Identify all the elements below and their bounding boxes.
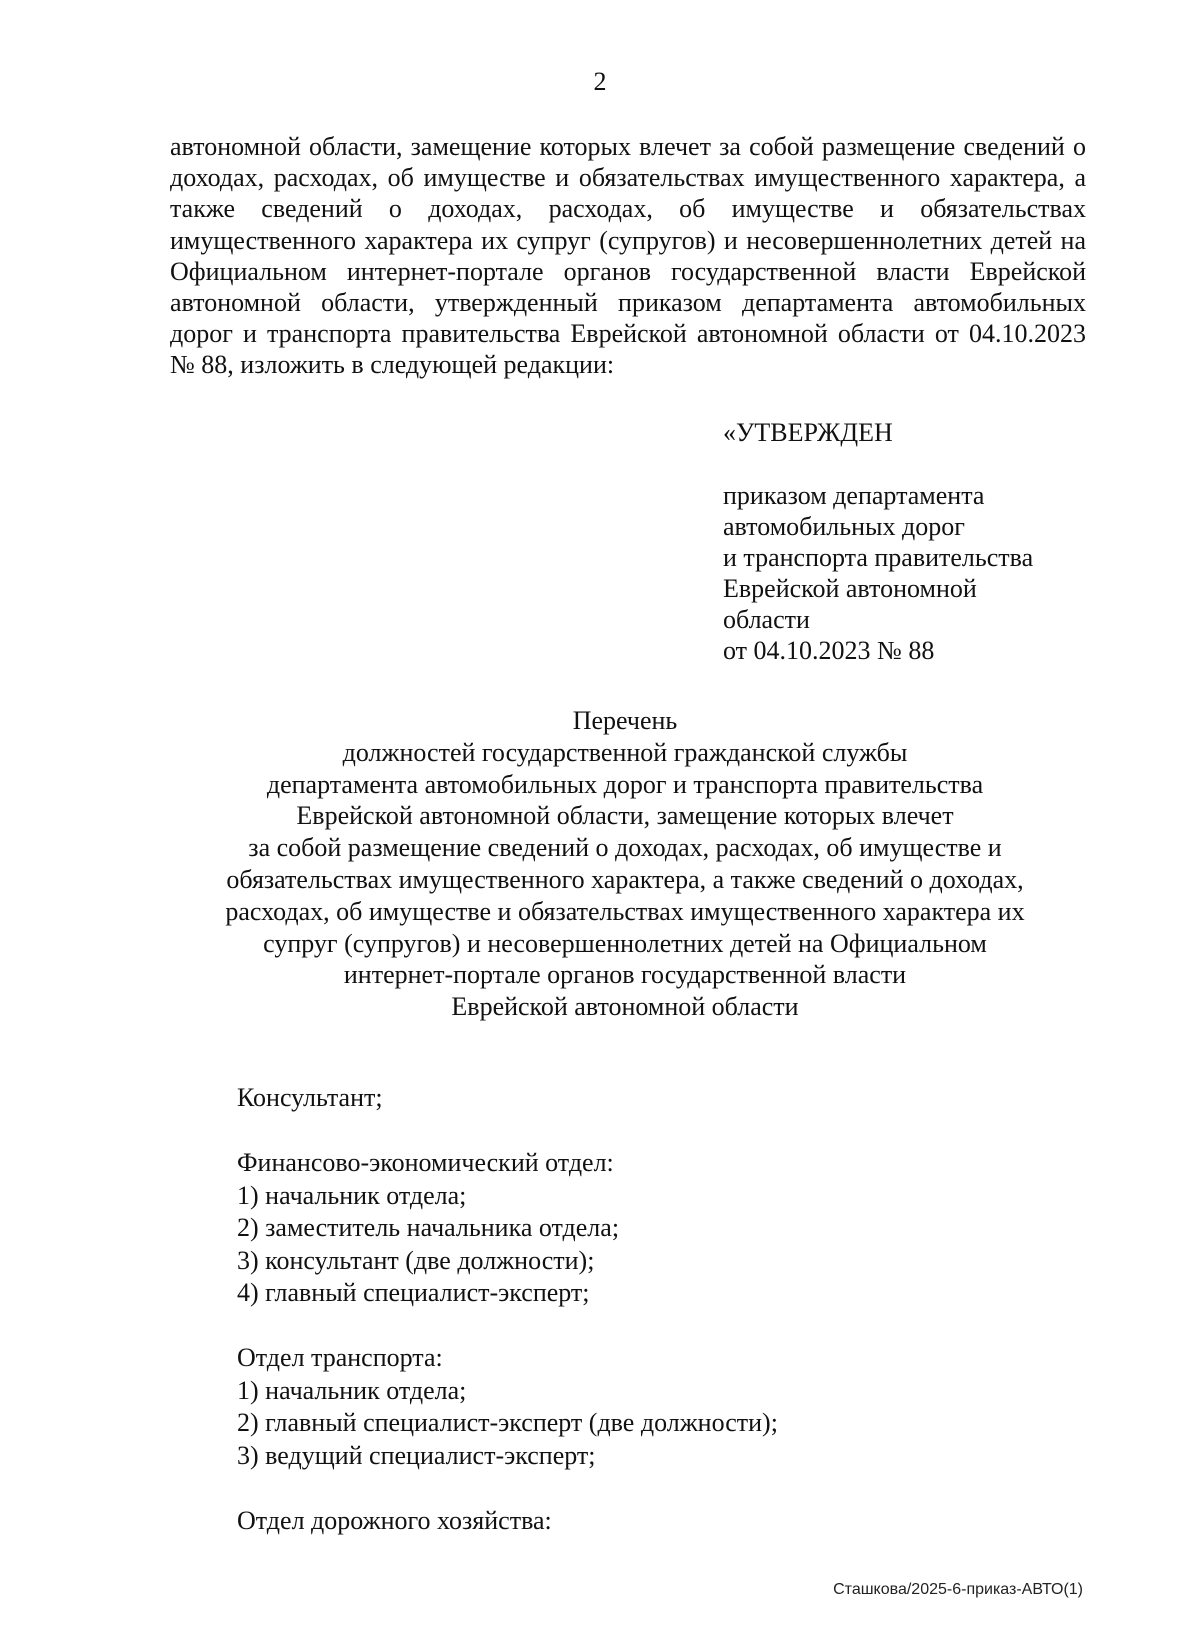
intro-paragraph: автономной области, замещение которых влечет за собой размещение сведений о доходах, расходах, об имуществе и обязательствах имущественного характера, а также сведений о доходах, расходах, об имуществе и обязательствах имущественного характера их супруг (супругов) и несовершеннолетних детей на Официальном интернет-портале органов государственной власти Еврейской автономной области, утвержденный приказом департамента автомобильных дорог и транспорта правительства Еврейской автономной области от 04.10.2023 № 88, изложить в следующей редакции: bbox=[170, 132, 1086, 380]
spacer bbox=[237, 1115, 1037, 1148]
list-item: 2) главный специалист-эксперт (две должности); bbox=[237, 1408, 778, 1437]
list-title-line: обязательствах имущественного характера, а также сведений о доходах, bbox=[226, 864, 1024, 894]
approval-heading: «УТВЕРЖДЕН bbox=[723, 418, 893, 447]
list-title-line: расходах, об имуществе и обязательствах имущественного характера их bbox=[225, 896, 1025, 926]
list-title-line: департамента автомобильных дорог и транспорта правительства bbox=[266, 769, 984, 799]
consultant-position: Консультант; bbox=[237, 1083, 383, 1112]
approval-line: приказом департамента bbox=[723, 481, 985, 510]
approval-line: Еврейской автономной bbox=[723, 574, 977, 603]
list-item: 2) заместитель начальника отдела; bbox=[237, 1213, 620, 1242]
list-title-heading: Перечень bbox=[572, 706, 678, 735]
list-title-line: Еврейской автономной области bbox=[451, 992, 799, 1022]
list-title-line: должностей государственной гражданской службы bbox=[342, 737, 908, 767]
list-title-line: интернет-портале органов государственной власти bbox=[343, 960, 907, 990]
page-number: 2 bbox=[593, 67, 607, 96]
footer-reference: Сташкова/2025-6-приказ-АВТО(1) bbox=[833, 1581, 1083, 1598]
approval-stamp-block bbox=[723, 417, 1123, 666]
approval-line: области bbox=[723, 605, 810, 634]
list-title-line: супруг (супругов) и несовершеннолетних детей на Официальном bbox=[263, 928, 987, 958]
approval-line: от 04.10.2023 № 88 bbox=[723, 636, 935, 665]
approval-line: и транспорта правительства bbox=[723, 543, 1034, 572]
list-item: 3) консультант (две должности); bbox=[237, 1245, 595, 1275]
approval-line: автомобильных дорог bbox=[723, 512, 965, 541]
spacer bbox=[237, 1310, 1037, 1343]
finance-department-title: Финансово-экономический отдел: bbox=[237, 1148, 614, 1177]
list-item: 1) начальник отдела; bbox=[237, 1180, 467, 1210]
list-item: 4) главный специалист-эксперт; bbox=[237, 1278, 590, 1307]
list-title-line: за собой размещение сведений о доходах, расходах, об имуществе и bbox=[248, 833, 1002, 863]
list-title bbox=[160, 705, 1090, 1023]
spacer bbox=[237, 1472, 1037, 1505]
list-item: 3) ведущий специалист-эксперт; bbox=[237, 1440, 596, 1470]
list-title-line: Еврейской автономной области, замещение которых влечет bbox=[296, 801, 954, 831]
road-department-title: Отдел дорожного хозяйства: bbox=[237, 1505, 552, 1535]
list-item: 1) начальник отдела; bbox=[237, 1375, 467, 1405]
transport-department-title: Отдел транспорта: bbox=[237, 1343, 443, 1372]
positions-list bbox=[237, 1082, 1037, 1537]
